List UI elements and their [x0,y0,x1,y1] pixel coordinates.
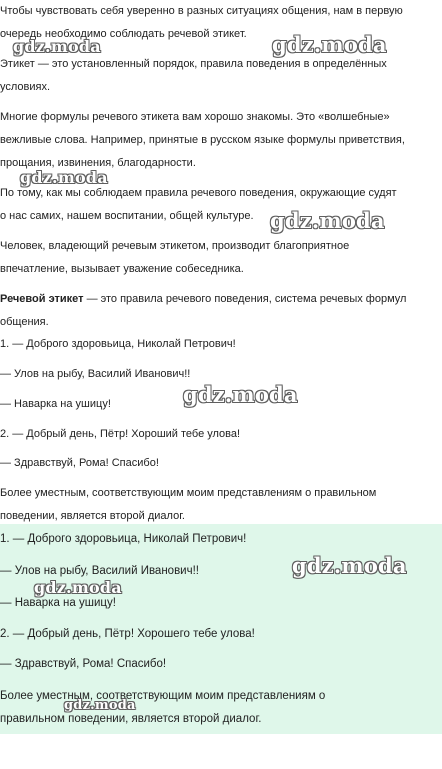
watermark-logo: gdz.moda [292,553,407,578]
paragraph-formulas-line1: Многие формулы речевого этикета вам хорошо знакомы. Это «волшебные» [0,111,390,123]
dialog1-line2: — Улов на рыбу, Василий Иванович!! [0,368,191,380]
paragraph-definition-line1 [0,289,406,310]
definition-term: Речевой этикет [0,293,84,305]
watermark-logo: gdz.moda [270,208,385,233]
paragraph-etiquette-line1: Этикет — это установленный порядок, правила поведения в определённых [0,58,387,70]
paragraph-impression-line2: впечатление, вызывает уважение собеседника. [0,263,244,275]
answer-conclusion-line2: правильном поведении, является второй диалог. [0,713,262,725]
answer-dialog1-line3: — Наварка на ушицу! [0,597,116,609]
answer-dialog2-line1: 2. — Добрый день, Пётр! Хорошего тебе улова! [0,628,255,640]
dialog1-line1: 1. — Доброго здоровьица, Николай Петрович! [0,338,236,350]
watermark-logo: gdz.moda [64,698,136,713]
paragraph-definition-line2: общения. [0,316,49,328]
conclusion-line2: поведении, является второй диалог. [0,510,185,522]
paragraph-behavior-line2: о нас самих, нашем воспитании, общей культуре. [0,210,254,222]
definition-text: — это правила речевого поведения, система речевых формул [83,293,407,305]
watermark-logo: gdz.moda [272,32,387,57]
paragraph-etiquette-line2: условиях. [0,81,51,93]
paragraph-intro-line1: Чтобы чувствовать себя уверенно в разных ситуациях общения, нам в первую [0,5,403,17]
watermark-logo: gdz.moda [13,37,101,56]
paragraph-impression-line1: Человек, владеющий речевым этикетом, производит благоприятное [0,240,350,252]
paragraph-intro-line2: очередь необходимо соблюдать речевой этикет. [0,28,247,40]
watermark-logo: gdz.moda [183,382,298,407]
paragraph-formulas-line3: прощания, извинения, благодарности. [0,157,196,169]
paragraph-behavior-line1: По тому, как мы соблюдаем правила речевого поведения, окружающие судят [0,187,397,199]
watermark-logo: gdz.moda [34,578,122,597]
answer-conclusion-line1: Более уместным, соответствующим моим представлениям о [0,690,326,702]
answer-dialog1-line2: — Улов на рыбу, Василий Иванович!! [0,565,199,577]
answer-dialog1-line1: 1. — Доброго здоровьица, Николай Петрович! [0,533,247,545]
conclusion-line1: Более уместным, соответствующим моим представлениям о правильном [0,487,377,499]
dialog2-line2: — Здравствуй, Рома! Спасибо! [0,457,159,469]
paragraph-formulas-line2: вежливые слова. Например, принятые в русском языке формулы приветствия, [0,134,405,146]
dialog2-line1: 2. — Добрый день, Пётр! Хороший тебе улова! [0,428,241,440]
watermark-logo: gdz.moda [20,168,108,187]
dialog1-line3: — Наварка на ушицу! [0,398,111,410]
answer-dialog2-line2: — Здравствуй, Рома! Спасибо! [0,658,167,670]
